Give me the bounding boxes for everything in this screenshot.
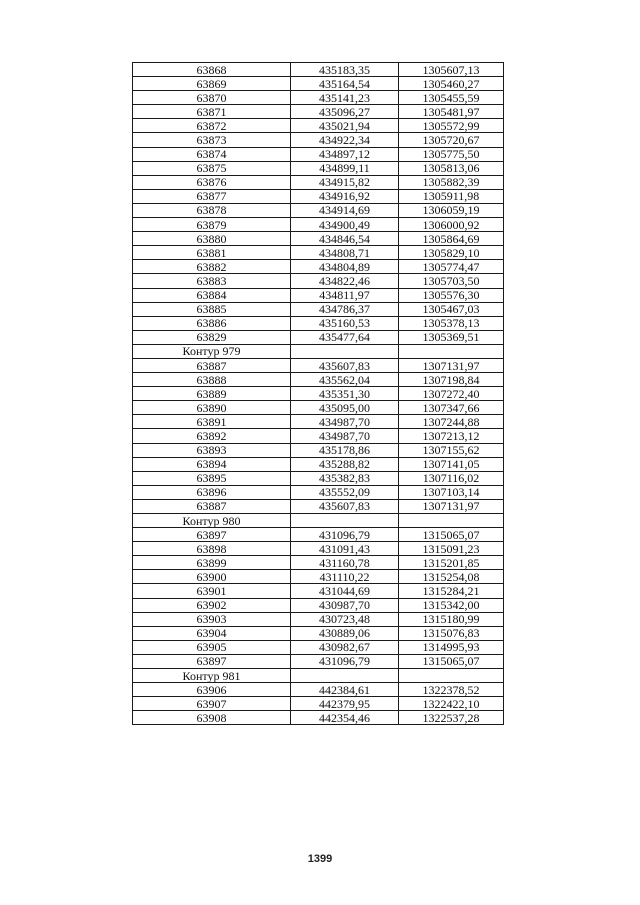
point-number-cell: 63899 xyxy=(133,556,291,570)
table-row xyxy=(133,119,504,133)
table-row xyxy=(133,443,504,457)
x-coordinate-cell: 435178,86 xyxy=(291,443,399,457)
empty-cell xyxy=(291,344,399,358)
empty-cell xyxy=(399,669,504,683)
y-coordinate-cell: 1315180,99 xyxy=(399,612,504,626)
y-coordinate-cell: 1305774,47 xyxy=(399,260,504,274)
y-coordinate-cell: 1305572,99 xyxy=(399,119,504,133)
x-coordinate-cell: 434808,71 xyxy=(291,246,399,260)
y-coordinate-cell: 1305576,30 xyxy=(399,288,504,302)
y-coordinate-cell: 1315065,07 xyxy=(399,654,504,668)
point-number-cell: 63883 xyxy=(133,274,291,288)
y-coordinate-cell: 1305703,50 xyxy=(399,274,504,288)
y-coordinate-cell: 1305378,13 xyxy=(399,316,504,330)
x-coordinate-cell: 434899,11 xyxy=(291,161,399,175)
y-coordinate-cell: 1314995,93 xyxy=(399,640,504,654)
point-number-cell: 63893 xyxy=(133,443,291,457)
point-number-cell: 63907 xyxy=(133,697,291,711)
x-coordinate-cell: 430982,67 xyxy=(291,640,399,654)
x-coordinate-cell: 434811,97 xyxy=(291,288,399,302)
table-row xyxy=(133,91,504,105)
y-coordinate-cell: 1305864,69 xyxy=(399,232,504,246)
point-number-cell: 63887 xyxy=(133,358,291,372)
table-row xyxy=(133,288,504,302)
table-row xyxy=(133,429,504,443)
table-row xyxy=(133,232,504,246)
x-coordinate-cell: 434915,82 xyxy=(291,175,399,189)
table-row xyxy=(133,316,504,330)
table-row xyxy=(133,161,504,175)
point-number-cell: 63880 xyxy=(133,232,291,246)
table-row xyxy=(133,584,504,598)
x-coordinate-cell: 435021,94 xyxy=(291,119,399,133)
point-number-cell: 63901 xyxy=(133,584,291,598)
y-coordinate-cell: 1322422,10 xyxy=(399,697,504,711)
x-coordinate-cell: 434900,49 xyxy=(291,218,399,232)
table-row xyxy=(133,133,504,147)
y-coordinate-cell: 1305455,59 xyxy=(399,91,504,105)
point-number-cell: 63905 xyxy=(133,640,291,654)
point-number-cell: 63891 xyxy=(133,415,291,429)
point-number-cell: 63895 xyxy=(133,471,291,485)
x-coordinate-cell: 431096,79 xyxy=(291,528,399,542)
empty-cell xyxy=(291,669,399,683)
x-coordinate-cell: 431096,79 xyxy=(291,654,399,668)
table-row xyxy=(133,598,504,612)
table-row xyxy=(133,570,504,584)
x-coordinate-cell: 435552,09 xyxy=(291,485,399,499)
point-number-cell: 63897 xyxy=(133,654,291,668)
x-coordinate-cell: 442384,61 xyxy=(291,683,399,697)
point-number-cell: 63874 xyxy=(133,147,291,161)
contour-header-row xyxy=(133,514,504,528)
y-coordinate-cell: 1307116,02 xyxy=(399,471,504,485)
y-coordinate-cell: 1305720,67 xyxy=(399,133,504,147)
contour-label: Контур 981 xyxy=(133,669,291,683)
y-coordinate-cell: 1315065,07 xyxy=(399,528,504,542)
table-row xyxy=(133,302,504,316)
y-coordinate-cell: 1307347,66 xyxy=(399,401,504,415)
y-coordinate-cell: 1307244,88 xyxy=(399,415,504,429)
x-coordinate-cell: 434987,70 xyxy=(291,415,399,429)
x-coordinate-cell: 434786,37 xyxy=(291,302,399,316)
x-coordinate-cell: 435607,83 xyxy=(291,499,399,513)
x-coordinate-cell: 435288,82 xyxy=(291,457,399,471)
empty-cell xyxy=(291,514,399,528)
x-coordinate-cell: 435607,83 xyxy=(291,358,399,372)
y-coordinate-cell: 1315254,08 xyxy=(399,570,504,584)
table-row xyxy=(133,640,504,654)
table-row xyxy=(133,218,504,232)
point-number-cell: 63887 xyxy=(133,499,291,513)
y-coordinate-cell: 1305607,13 xyxy=(399,63,504,77)
y-coordinate-cell: 1305467,03 xyxy=(399,302,504,316)
table-row xyxy=(133,542,504,556)
point-number-cell: 63881 xyxy=(133,246,291,260)
y-coordinate-cell: 1306059,19 xyxy=(399,203,504,217)
x-coordinate-cell: 435095,00 xyxy=(291,401,399,415)
table-row xyxy=(133,246,504,260)
point-number-cell: 63875 xyxy=(133,161,291,175)
x-coordinate-cell: 430723,48 xyxy=(291,612,399,626)
x-coordinate-cell: 434804,89 xyxy=(291,260,399,274)
contour-label: Контур 979 xyxy=(133,344,291,358)
contour-header-row xyxy=(133,669,504,683)
table-row xyxy=(133,485,504,499)
point-number-cell: 63890 xyxy=(133,401,291,415)
coordinates-table xyxy=(132,62,504,725)
point-number-cell: 63871 xyxy=(133,105,291,119)
y-coordinate-cell: 1307131,97 xyxy=(399,499,504,513)
empty-cell xyxy=(399,344,504,358)
point-number-cell: 63885 xyxy=(133,302,291,316)
x-coordinate-cell: 435351,30 xyxy=(291,387,399,401)
x-coordinate-cell: 430889,06 xyxy=(291,626,399,640)
table-row xyxy=(133,147,504,161)
y-coordinate-cell: 1315342,00 xyxy=(399,598,504,612)
point-number-cell: 63879 xyxy=(133,218,291,232)
x-coordinate-cell: 435562,04 xyxy=(291,373,399,387)
table-row xyxy=(133,189,504,203)
x-coordinate-cell: 434846,54 xyxy=(291,232,399,246)
point-number-cell: 63898 xyxy=(133,542,291,556)
y-coordinate-cell: 1306000,92 xyxy=(399,218,504,232)
x-coordinate-cell: 435141,23 xyxy=(291,91,399,105)
x-coordinate-cell: 442379,95 xyxy=(291,697,399,711)
x-coordinate-cell: 434914,69 xyxy=(291,203,399,217)
y-coordinate-cell: 1305911,98 xyxy=(399,189,504,203)
x-coordinate-cell: 431110,22 xyxy=(291,570,399,584)
point-number-cell: 63889 xyxy=(133,387,291,401)
coordinates-table-body xyxy=(133,63,504,725)
point-number-cell: 63872 xyxy=(133,119,291,133)
y-coordinate-cell: 1305829,10 xyxy=(399,246,504,260)
y-coordinate-cell: 1305882,39 xyxy=(399,175,504,189)
point-number-cell: 63897 xyxy=(133,528,291,542)
table-row xyxy=(133,358,504,372)
x-coordinate-cell: 434897,12 xyxy=(291,147,399,161)
y-coordinate-cell: 1305369,51 xyxy=(399,330,504,344)
point-number-cell: 63902 xyxy=(133,598,291,612)
y-coordinate-cell: 1315201,85 xyxy=(399,556,504,570)
contour-header-row xyxy=(133,344,504,358)
table-row xyxy=(133,274,504,288)
y-coordinate-cell: 1305775,50 xyxy=(399,147,504,161)
y-coordinate-cell: 1307103,14 xyxy=(399,485,504,499)
table-row xyxy=(133,387,504,401)
point-number-cell: 63868 xyxy=(133,63,291,77)
x-coordinate-cell: 431091,43 xyxy=(291,542,399,556)
point-number-cell: 63906 xyxy=(133,683,291,697)
point-number-cell: 63904 xyxy=(133,626,291,640)
table-row xyxy=(133,175,504,189)
y-coordinate-cell: 1307272,40 xyxy=(399,387,504,401)
y-coordinate-cell: 1307141,05 xyxy=(399,457,504,471)
table-row xyxy=(133,373,504,387)
table-row xyxy=(133,626,504,640)
x-coordinate-cell: 435160,53 xyxy=(291,316,399,330)
point-number-cell: 63892 xyxy=(133,429,291,443)
page-number: 1399 xyxy=(307,853,333,865)
table-row xyxy=(133,63,504,77)
y-coordinate-cell: 1307155,62 xyxy=(399,443,504,457)
point-number-cell: 63888 xyxy=(133,373,291,387)
y-coordinate-cell: 1305481,97 xyxy=(399,105,504,119)
table-row xyxy=(133,105,504,119)
empty-cell xyxy=(399,514,504,528)
table-row xyxy=(133,260,504,274)
table-row xyxy=(133,330,504,344)
table-row xyxy=(133,499,504,513)
table-row xyxy=(133,697,504,711)
table-row xyxy=(133,711,504,725)
point-number-cell: 63894 xyxy=(133,457,291,471)
point-number-cell: 63882 xyxy=(133,260,291,274)
point-number-cell: 63908 xyxy=(133,711,291,725)
x-coordinate-cell: 435164,54 xyxy=(291,77,399,91)
y-coordinate-cell: 1322537,28 xyxy=(399,711,504,725)
point-number-cell: 63877 xyxy=(133,189,291,203)
point-number-cell: 63884 xyxy=(133,288,291,302)
contour-label: Контур 980 xyxy=(133,514,291,528)
y-coordinate-cell: 1315091,23 xyxy=(399,542,504,556)
x-coordinate-cell: 442354,46 xyxy=(291,711,399,725)
table-row xyxy=(133,654,504,668)
x-coordinate-cell: 430987,70 xyxy=(291,598,399,612)
table-row xyxy=(133,612,504,626)
table-row xyxy=(133,528,504,542)
point-number-cell: 63829 xyxy=(133,330,291,344)
point-number-cell: 63876 xyxy=(133,175,291,189)
x-coordinate-cell: 434922,34 xyxy=(291,133,399,147)
table-row xyxy=(133,683,504,697)
y-coordinate-cell: 1307213,12 xyxy=(399,429,504,443)
point-number-cell: 63886 xyxy=(133,316,291,330)
y-coordinate-cell: 1305813,06 xyxy=(399,161,504,175)
y-coordinate-cell: 1307198,84 xyxy=(399,373,504,387)
x-coordinate-cell: 434987,70 xyxy=(291,429,399,443)
x-coordinate-cell: 435477,64 xyxy=(291,330,399,344)
point-number-cell: 63878 xyxy=(133,203,291,217)
point-number-cell: 63870 xyxy=(133,91,291,105)
y-coordinate-cell: 1315076,83 xyxy=(399,626,504,640)
table-row xyxy=(133,457,504,471)
y-coordinate-cell: 1315284,21 xyxy=(399,584,504,598)
y-coordinate-cell: 1322378,52 xyxy=(399,683,504,697)
y-coordinate-cell: 1307131,97 xyxy=(399,358,504,372)
x-coordinate-cell: 431044,69 xyxy=(291,584,399,598)
point-number-cell: 63896 xyxy=(133,485,291,499)
point-number-cell: 63873 xyxy=(133,133,291,147)
table-row xyxy=(133,77,504,91)
table-row xyxy=(133,203,504,217)
x-coordinate-cell: 435096,27 xyxy=(291,105,399,119)
table-row xyxy=(133,471,504,485)
x-coordinate-cell: 434916,92 xyxy=(291,189,399,203)
x-coordinate-cell: 435382,83 xyxy=(291,471,399,485)
y-coordinate-cell: 1305460,27 xyxy=(399,77,504,91)
point-number-cell: 63900 xyxy=(133,570,291,584)
table-row xyxy=(133,401,504,415)
point-number-cell: 63869 xyxy=(133,77,291,91)
x-coordinate-cell: 435183,35 xyxy=(291,63,399,77)
table-row xyxy=(133,415,504,429)
x-coordinate-cell: 434822,46 xyxy=(291,274,399,288)
point-number-cell: 63903 xyxy=(133,612,291,626)
x-coordinate-cell: 431160,78 xyxy=(291,556,399,570)
table-row xyxy=(133,556,504,570)
